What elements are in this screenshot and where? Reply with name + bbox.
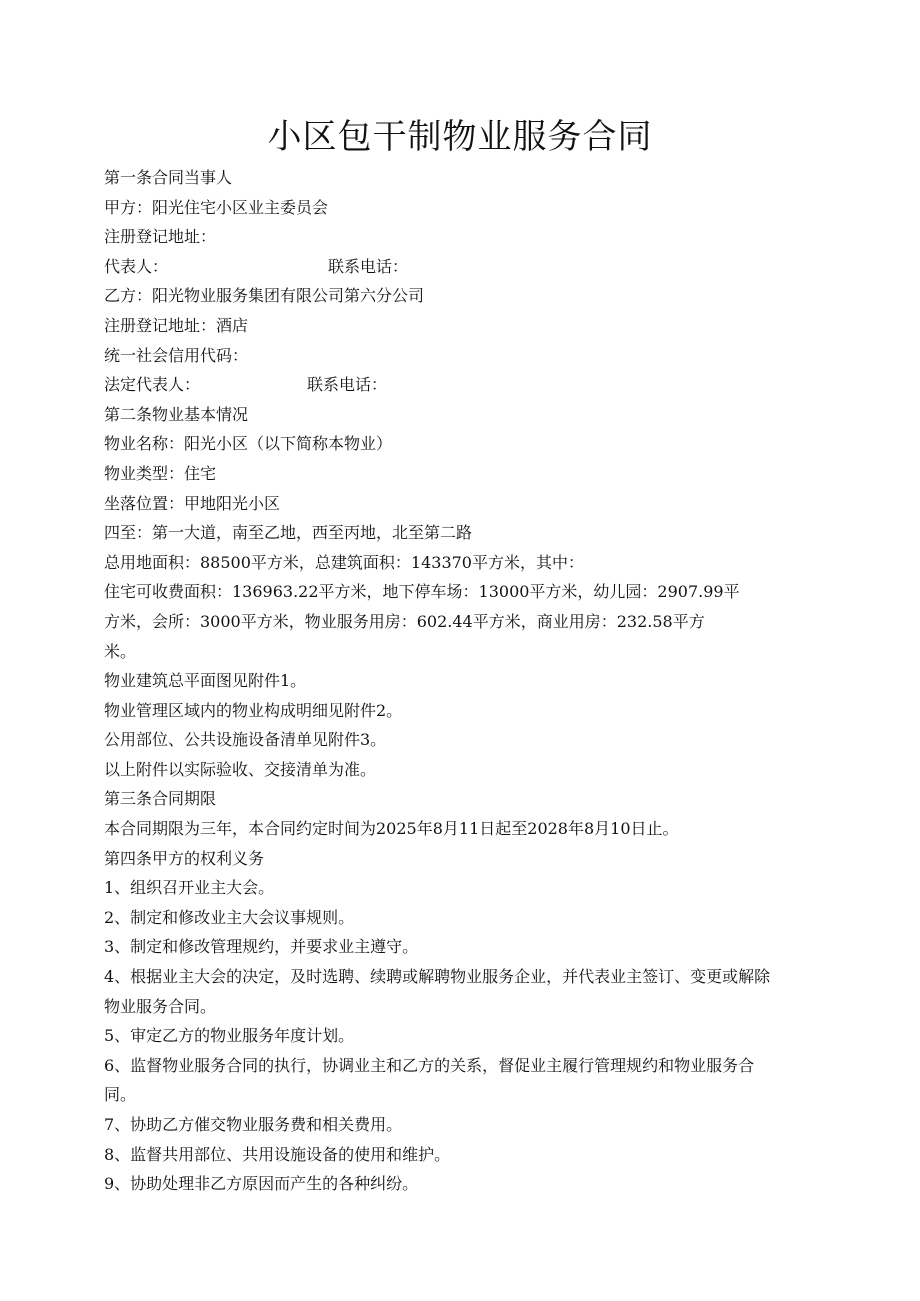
property-name: 物业名称：阳光小区（以下简称本物业）	[104, 434, 393, 454]
list-item-4-continued: 物业服务合同。	[104, 996, 217, 1016]
section-heading-parties: 第一条合同当事人	[104, 168, 233, 187]
party-a-representative-label: 代表人：	[104, 256, 169, 276]
attachment-3-note: 公用部位、公共设施设备清单见附件3。	[104, 730, 387, 750]
list-item-6: 6、监督物业服务合同的执行，协调业主和乙方的关系，督促业主履行管理规约和物业服务合	[104, 1055, 755, 1075]
party-b-contact-row	[104, 370, 824, 400]
property-total-area: 总用地面积：88500平方米，总建筑面积：143370平方米，其中：	[104, 552, 584, 572]
list-item-1: 1、组织召开业主大会。	[104, 878, 275, 898]
property-location: 坐落位置：甲地阳光小区	[104, 493, 281, 513]
contract-body	[104, 163, 824, 1199]
attachment-1-note: 物业建筑总平面图见附件1。	[104, 671, 307, 691]
list-item-9: 9、协助处理非乙方原因而产生的各种纠纷。	[104, 1174, 419, 1194]
property-area-detail-1: 住宅可收费面积：136963.22平方米，地下停车场：13000平方米，幼儿园：2907.99平	[104, 582, 740, 602]
list-item-4: 4、根据业主大会的决定，及时选聘、续聘或解聘物业服务企业，并代表业主签订、变更或解除	[104, 967, 771, 987]
attachment-2-note: 物业管理区域内的物业构成明细见附件2。	[104, 700, 403, 720]
list-item-8: 8、监督共用部位、共用设施设备的使用和维护。	[104, 1144, 451, 1164]
property-boundaries: 四至：第一大道，南至乙地，西至丙地，北至第二路	[104, 523, 473, 543]
section-heading-property: 第二条物业基本情况	[104, 404, 249, 424]
attachment-basis-note: 以上附件以实际验收、交接清单为准。	[104, 759, 377, 779]
list-item-7: 7、协助乙方催交物业服务费和相关费用。	[104, 1115, 403, 1134]
party-b-phone-label: 联系电话：	[307, 375, 388, 395]
party-b-legal-rep-label: 法定代表人：	[104, 375, 201, 395]
list-item-6-continued: 同。	[104, 1085, 137, 1105]
contract-term-text: 本合同期限为三年，本合同约定时间为2025年8月11日起至2028年8月10日止。	[104, 819, 679, 839]
party-a-contact-row	[104, 252, 824, 282]
party-a-name: 甲方：阳光住宅小区业主委员会	[104, 197, 329, 217]
list-item-3: 3、制定和修改管理规约，并要求业主遵守。	[104, 937, 419, 957]
section-heading-term: 第三条合同期限	[104, 789, 217, 809]
section-heading-party-a-rights: 第四条甲方的权利义务	[104, 848, 265, 868]
property-area-detail-2: 方米，会所：3000平方米，物业服务用房：602.44平方米，商业用房：232.58平方	[104, 611, 705, 631]
party-b-credit-code: 统一社会信用代码：	[104, 345, 249, 365]
property-type: 物业类型：住宅	[104, 463, 217, 483]
party-b-address: 注册登记地址：酒店	[104, 315, 249, 335]
property-area-detail-3: 米。	[104, 641, 137, 661]
party-a-address: 注册登记地址：	[104, 227, 217, 247]
party-b-name: 乙方：阳光物业服务集团有限公司第六分公司	[104, 286, 425, 306]
contract-title: 小区包干制物业服务合同	[267, 117, 653, 157]
party-a-phone-label: 联系电话：	[328, 256, 409, 276]
list-item-2: 2、制定和修改业主大会议事规则。	[104, 907, 355, 927]
list-item-5: 5、审定乙方的物业服务年度计划。	[104, 1026, 355, 1046]
